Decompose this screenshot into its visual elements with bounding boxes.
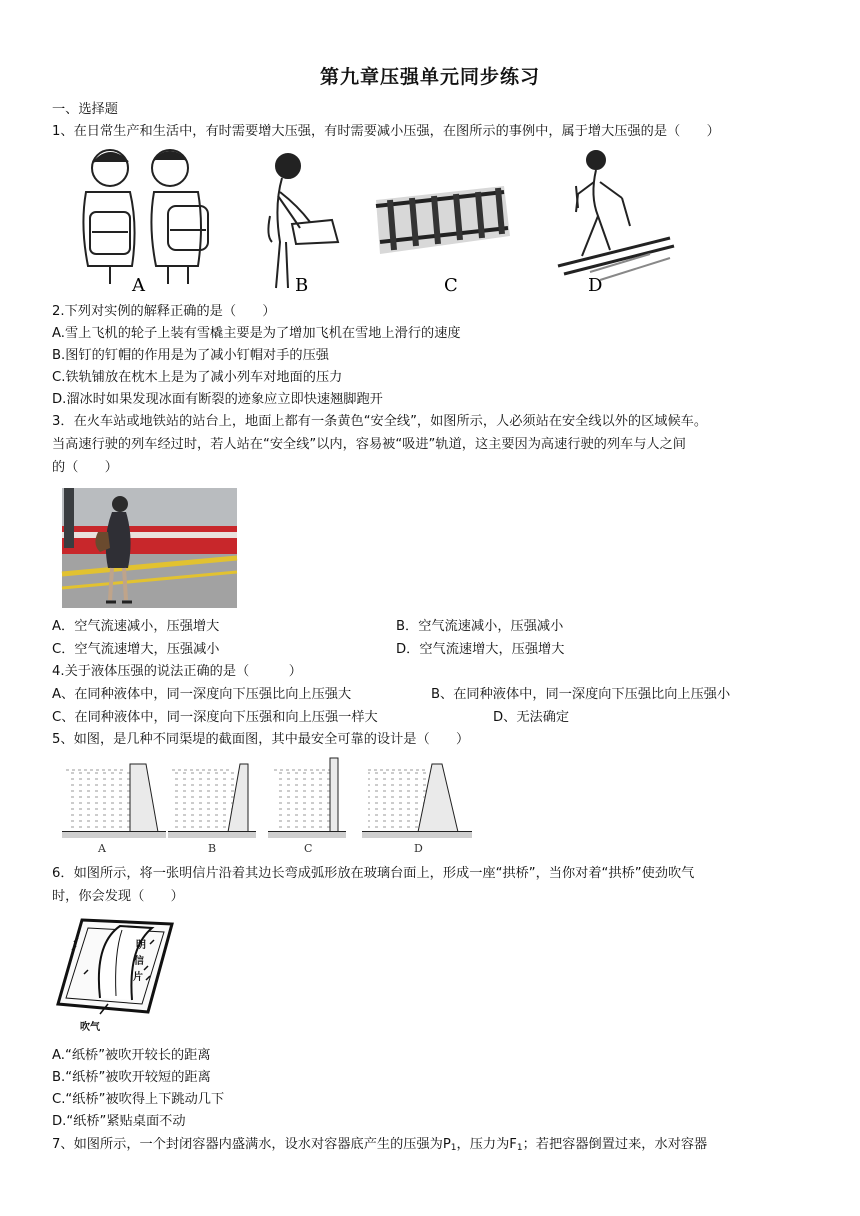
question-2-text: 2.下列对实例的解释正确的是（ ） <box>52 304 276 319</box>
question-5-text: 5、如图，是几种不同渠堤的截面图，其中最安全可靠的设计是（ ） <box>52 732 470 747</box>
postcard-char-2: 信 <box>134 956 144 967</box>
question-7-text <box>52 1136 707 1157</box>
pressure-subscript: 1 <box>450 1143 457 1153</box>
students-backpack-illustration <box>83 150 208 284</box>
question-2-option-b: B.图钉的钉帽的作用是为了减小钉帽对手的压强 <box>52 348 329 363</box>
question-3-line-2: 当高速行驶的列车经过时，若人站在“安全线”以内，容易被“吸进”轨道，这主要因为高速行驶的列车与人之间 <box>52 437 686 452</box>
station-platform-photo <box>62 488 237 608</box>
skier-illustration <box>558 151 674 280</box>
question-4-text: 4.关于液体压强的说法正确的是（ ） <box>52 664 302 679</box>
question-4-option-c: C、在同种液体中，同一深度向下压强和向上压强一样大 <box>52 710 378 725</box>
dam-cross-section-c <box>268 758 346 838</box>
question-5-figure <box>62 758 477 856</box>
page-title: 第九章压强单元同步练习 <box>319 66 540 88</box>
question-4-option-a: A、在同种液体中，同一深度向下压强比向上压强大 <box>52 687 352 702</box>
figure-1-label-c: C <box>444 275 458 296</box>
question-7-prefix: 7、如图所示，一个封闭容器内盛满水，设水对容器底产生的压强为 <box>52 1137 443 1152</box>
question-7-suffix: ；若把容器倒置过来，水对容器 <box>522 1137 708 1152</box>
question-2-option-c: C.铁轨铺放在枕木上是为了减小列车对地面的压力 <box>52 370 343 385</box>
question-6-option-c: C.“纸桥”被吹得上下跳动几下 <box>52 1092 225 1107</box>
question-1-text: 1、在日常生产和生活中，有时需要增大压强，有时需要减小压强，在图所示的事例中，属于增大压强的是（ ） <box>52 124 720 139</box>
question-3-line-1: 3．在火车站或地铁站的站台上，地面上都有一条黄色“安全线”，如图所示，人必须站在安全线以外的区域候车。 <box>52 414 708 429</box>
section-heading: 一、选择题 <box>52 102 118 117</box>
question-2-option-d: D.溜冰时如果发现冰面有断裂的迹象应立即快速翘脚跑开 <box>52 392 383 407</box>
pressure-symbol: P <box>442 1137 451 1152</box>
question-6-option-b: B.“纸桥”被吹开较短的距离 <box>52 1070 211 1085</box>
figure-5-label-a: A <box>98 842 106 855</box>
postcard-bridge-figure <box>54 914 176 1038</box>
postcard-char-3: 片 <box>133 972 143 983</box>
figure-5-label-c: C <box>304 842 313 855</box>
question-3-line-3: 的（ ） <box>52 460 118 475</box>
question-7-mid: ，压力为 <box>456 1137 510 1152</box>
question-3-option-c: C．空气流速增大，压强减小 <box>52 642 220 657</box>
dam-cross-section-b <box>168 764 256 838</box>
question-6-option-d: D.“纸桥”紧贴桌面不动 <box>52 1114 186 1129</box>
blow-air-label: 吹气 <box>80 1022 100 1033</box>
dam-cross-section-a <box>62 764 166 838</box>
question-3-option-d: D．空气流速增大，压强增大 <box>396 642 565 657</box>
question-4-option-b: B、在同种液体中，同一深度向下压强比向上压强小 <box>431 687 731 702</box>
figure-5-label-b: B <box>208 842 217 855</box>
figure-1-label-d: D <box>588 275 603 296</box>
railway-track-illustration <box>376 186 510 254</box>
question-1-figure <box>70 146 680 296</box>
question-6-option-a: A.“纸桥”被吹开较长的距离 <box>52 1048 211 1063</box>
figure-5-label-d: D <box>414 842 423 855</box>
force-subscript: 1 <box>516 1143 523 1153</box>
question-3-option-a: A．空气流速减小，压强增大 <box>52 619 220 634</box>
postcard-char-1: 明 <box>136 940 146 951</box>
question-6-line-2: 时，你会发现（ ） <box>52 889 184 904</box>
force-symbol: F <box>509 1137 517 1152</box>
dam-cross-section-d <box>362 764 472 838</box>
person-kneading-illustration <box>268 154 338 288</box>
figure-1-label-a: A <box>132 275 145 296</box>
question-4-option-d: D、无法确定 <box>493 710 570 725</box>
question-3-option-b: B．空气流速减小，压强减小 <box>396 619 564 634</box>
figure-1-label-b: B <box>295 275 309 296</box>
question-2-option-a: A.雪上飞机的轮子上装有雪橇主要是为了增加飞机在雪地上滑行的速度 <box>52 326 461 341</box>
question-6-line-1: 6．如图所示，将一张明信片沿着其边长弯成弧形放在玻璃台面上，形成一座“拱桥”，当你对着“拱桥”使劲吹气 <box>52 866 695 881</box>
